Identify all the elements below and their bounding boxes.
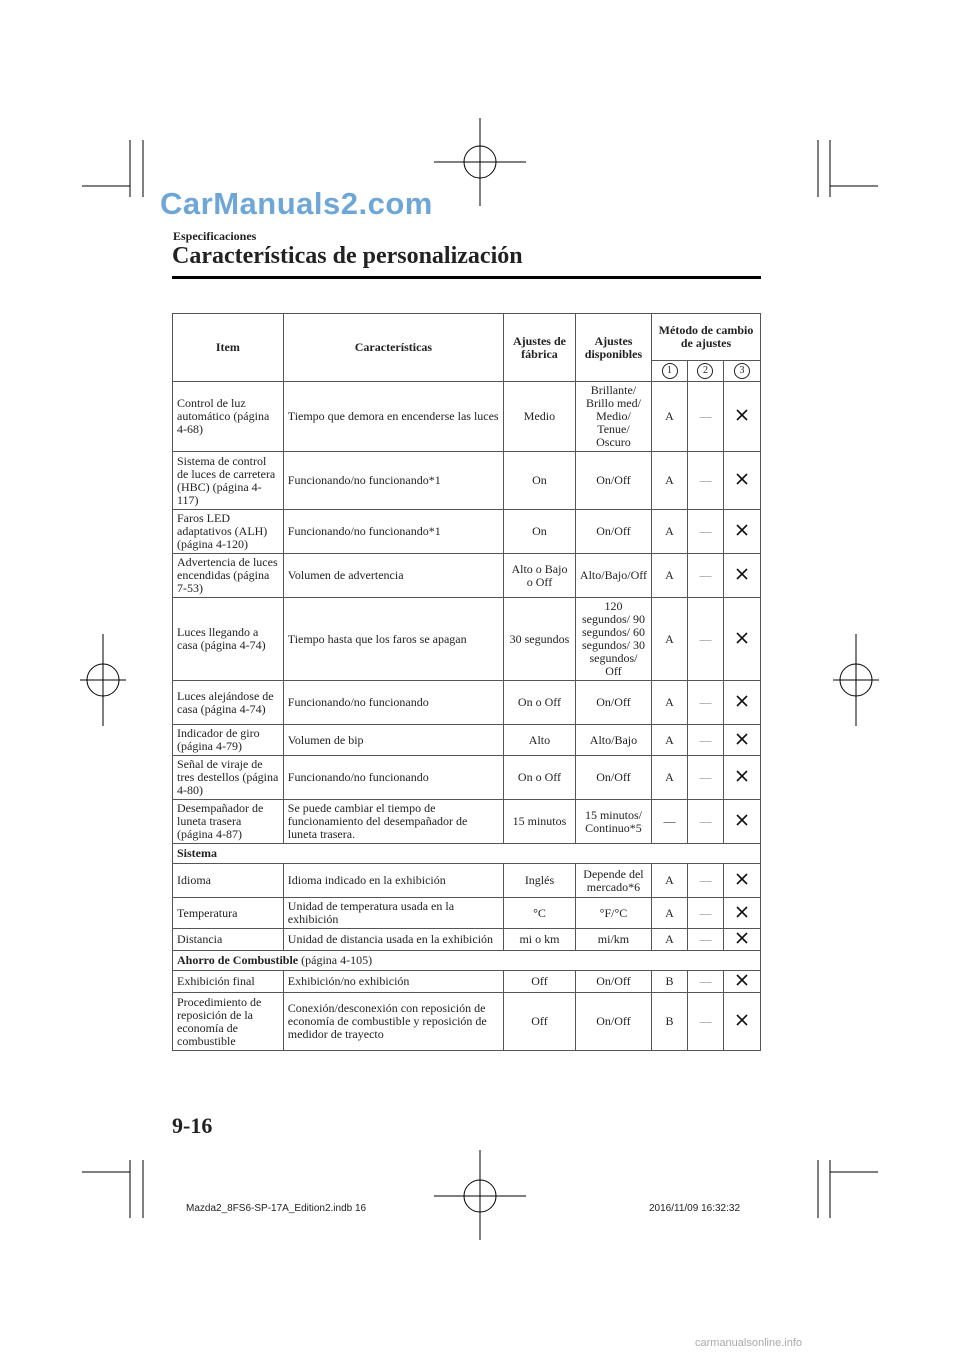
title-rule [172,276,761,279]
cell-item: Exhibición final [173,971,284,993]
cell-available: On/Off [575,993,651,1051]
page-number: 9-16 [172,1113,213,1138]
cell-method-2: — [688,929,724,951]
circled-1: 1 [662,363,678,379]
x-mark-icon [735,408,749,422]
table-row [173,929,761,951]
section-row-sistema [173,844,761,864]
cell-method-1: A [652,598,688,681]
cell-available: Alto/Bajo [575,725,651,756]
cell-available: On/Off [575,681,651,725]
cell-factory: Alto [504,725,576,756]
table-body [173,382,761,1051]
cell-available: 120 segundos/ 90 segundos/ 60 segundos/ 30 segundos/ Off [575,598,651,681]
cell-item: Indicador de giro (página 4-79) [173,725,284,756]
cell-feature: Volumen de advertencia [283,554,503,598]
cell-method-2: — [688,898,724,929]
section-row-ahorro [173,951,761,971]
cell-available: Alto/Bajo/Off [575,554,651,598]
x-mark-icon [735,732,749,746]
cell-method-1: A [652,510,688,554]
x-mark-icon [735,973,749,987]
cell-method-3 [723,598,760,681]
cell-feature: Idioma indicado en la exhibición [283,864,503,898]
cell-item: Señal de viraje de tres destellos (página 4-80) [173,756,284,800]
cell-method-1: B [652,971,688,993]
cell-feature: Exhibición/no exhibición [283,971,503,993]
cell-method-2: — [688,756,724,800]
cell-factory: Off [504,993,576,1051]
cell-feature: Unidad de distancia usada en la exhibición [283,929,503,951]
table-row [173,756,761,800]
cell-feature: Volumen de bip [283,725,503,756]
table-row [173,681,761,725]
cell-feature: Se puede cambiar el tiempo de funcionamiento del desempañador de luneta trasera. [283,800,503,844]
footer-filename: Mazda2_8FS6-SP-17A_Edition2.indb 16 [186,1203,367,1214]
cell-feature: Tiempo hasta que los faros se apagan [283,598,503,681]
cell-available: Brillante/ Brillo med/ Medio/ Tenue/ Oscuro [575,382,651,452]
cell-available: Depende del mercado*6 [575,864,651,898]
cell-available: °F/°C [575,898,651,929]
circled-3: 3 [734,363,750,379]
section-heading [173,951,761,971]
cell-method-3 [723,756,760,800]
cell-feature: Funcionando/no funcionando [283,756,503,800]
cell-method-3 [723,993,760,1051]
cell-method-2: — [688,800,724,844]
x-mark-icon [735,472,749,486]
header-factory: Ajustes de fábrica [504,314,576,382]
header-item: Item [173,314,284,382]
header-method-1 [652,361,688,382]
cell-factory: °C [504,898,576,929]
cell-factory: mi o km [504,929,576,951]
customization-table [172,313,761,1051]
x-mark-icon [735,813,749,827]
cell-method-1: A [652,898,688,929]
cell-method-1: A [652,382,688,452]
cell-method-1: A [652,864,688,898]
cell-method-3 [723,929,760,951]
header-method-3 [723,361,760,382]
cell-method-2: — [688,554,724,598]
cell-available: 15 minutos/ Continuo*5 [575,800,651,844]
table-row [173,382,761,452]
circled-2: 2 [697,363,713,379]
cell-method-3 [723,898,760,929]
site-logo: CarManuals2.com [160,186,433,221]
cell-factory: Off [504,971,576,993]
cell-method-2: — [688,382,724,452]
x-mark-icon [735,694,749,708]
cell-method-3 [723,452,760,510]
cell-factory: Inglés [504,864,576,898]
header-method-2 [688,361,724,382]
x-mark-icon [735,523,749,537]
cell-available: mi/km [575,929,651,951]
cell-item: Desempañador de luneta trasera (página 4-87) [173,800,284,844]
section-heading-text: Ahorro de Combustible [177,953,299,967]
cell-item: Advertencia de luces encendidas (página 7-53) [173,554,284,598]
x-mark-icon [735,905,749,919]
cell-method-2: — [688,598,724,681]
cell-method-2: — [688,993,724,1051]
section-label: Especificaciones [173,229,257,243]
cell-method-2: — [688,864,724,898]
cell-item: Sistema de control de luces de carretera (HBC) (página 4-117) [173,452,284,510]
table-row [173,800,761,844]
cell-feature: Conexión/desconexión con reposición de economía de combustible y reposición de medidor de trayecto [283,993,503,1051]
table-row [173,725,761,756]
cell-available: On/Off [575,971,651,993]
section-heading [173,844,761,864]
table-row [173,864,761,898]
footer-date: 2016/11/09 16:32:32 [649,1203,741,1214]
x-mark-icon [735,567,749,581]
cell-item: Control de luz automático (página 4-68) [173,382,284,452]
cell-item: Luces alejándose de casa (página 4-74) [173,681,284,725]
section-heading-text: Sistema [177,846,217,860]
x-mark-icon [735,1013,749,1027]
table-row [173,971,761,993]
cell-item: Distancia [173,929,284,951]
cell-method-1: A [652,554,688,598]
cell-method-3 [723,725,760,756]
x-mark-icon [735,631,749,645]
header-row [173,314,761,361]
cell-method-1: B [652,993,688,1051]
cell-method-3 [723,800,760,844]
cell-feature: Funcionando/no funcionando*1 [283,452,503,510]
cell-feature: Funcionando/no funcionando*1 [283,510,503,554]
cell-feature: Unidad de temperatura usada en la exhibición [283,898,503,929]
table-row [173,898,761,929]
cell-method-2: — [688,452,724,510]
cell-item: Procedimiento de reposición de la economía de combustible [173,993,284,1051]
cell-feature: Tiempo que demora en encenderse las luces [283,382,503,452]
cell-method-3 [723,681,760,725]
cell-factory: On [504,452,576,510]
cell-item: Idioma [173,864,284,898]
cell-method-3 [723,382,760,452]
x-mark-icon [735,769,749,783]
cell-method-3 [723,510,760,554]
page-title: Características de personalización [172,243,523,269]
watermark: carmanualsonline.info [695,1337,803,1349]
cell-method-1: A [652,681,688,725]
cell-method-1: A [652,929,688,951]
table-row [173,452,761,510]
cell-item: Luces llegando a casa (página 4-74) [173,598,284,681]
cell-method-3 [723,971,760,993]
cell-item: Faros LED adaptativos (ALH) (página 4-120) [173,510,284,554]
header-method: Método de cambio de ajustes [652,314,761,361]
cell-method-3 [723,554,760,598]
cell-factory: On [504,510,576,554]
cell-factory: 30 segundos [504,598,576,681]
table-row [173,598,761,681]
cell-item: Temperatura [173,898,284,929]
cell-method-3 [723,864,760,898]
table-row [173,993,761,1051]
cell-feature: Funcionando/no funcionando [283,681,503,725]
cell-available: On/Off [575,510,651,554]
cell-available: On/Off [575,756,651,800]
x-mark-icon [735,931,749,945]
cell-method-2: — [688,681,724,725]
x-mark-icon [735,872,749,886]
cell-factory: Alto o Bajo o Off [504,554,576,598]
cell-method-2: — [688,725,724,756]
header-features: Características [283,314,503,382]
table-row [173,554,761,598]
cell-available: On/Off [575,452,651,510]
cell-factory: Medio [504,382,576,452]
cell-method-1: — [652,800,688,844]
cell-factory: On o Off [504,681,576,725]
cell-factory: 15 minutos [504,800,576,844]
table-row [173,510,761,554]
cell-method-1: A [652,452,688,510]
cell-factory: On o Off [504,756,576,800]
header-available: Ajustes disponibles [575,314,651,382]
cell-method-2: — [688,510,724,554]
cell-method-2: — [688,971,724,993]
cell-method-1: A [652,756,688,800]
cell-method-1: A [652,725,688,756]
section-page-ref: (página 4-105) [298,953,373,967]
